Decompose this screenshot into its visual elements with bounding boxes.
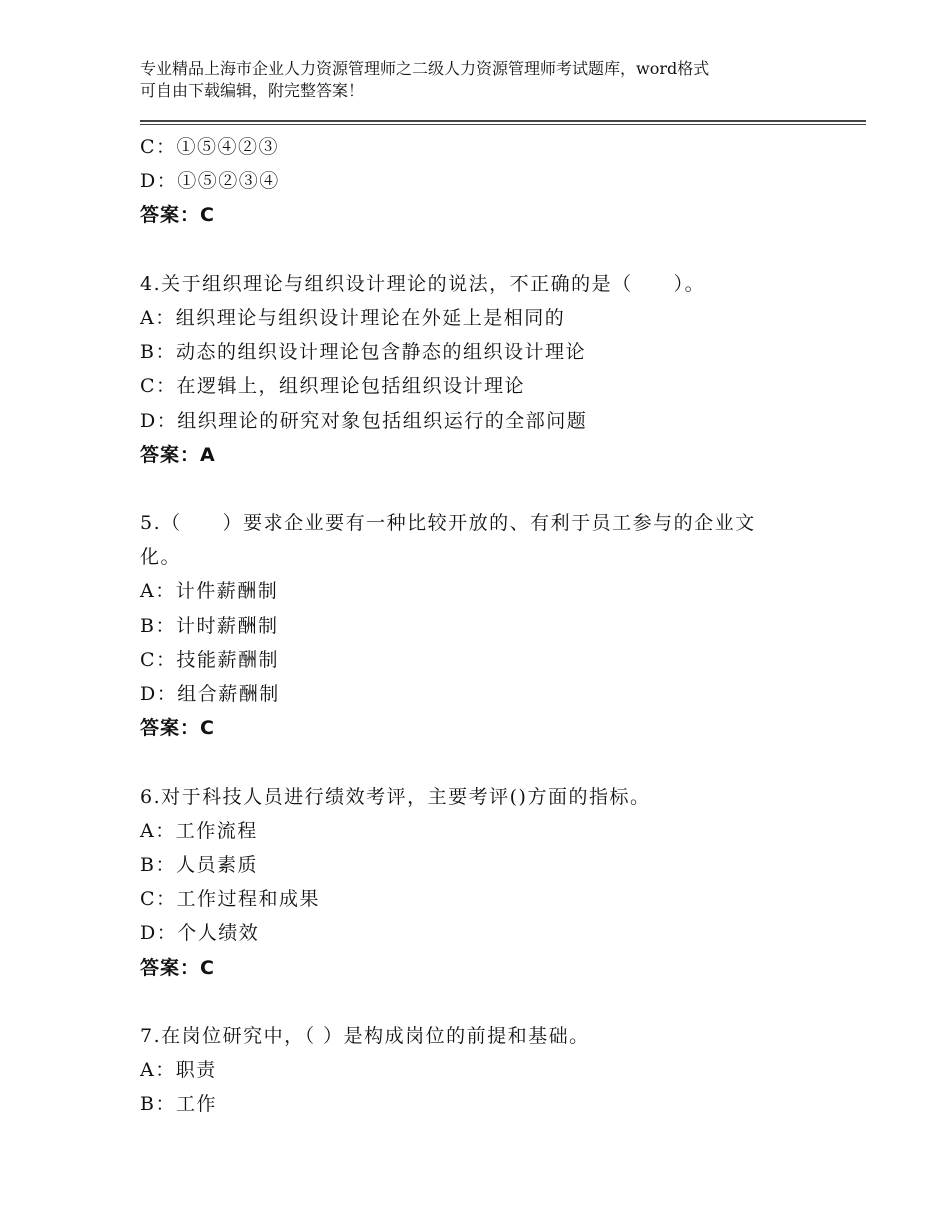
header-rule-thin <box>140 124 866 125</box>
answer: 答案：A <box>140 443 216 466</box>
option-d: D：组织理论的研究对象包括组织运行的全部问题 <box>140 409 588 432</box>
question-7 <box>140 1019 860 1122</box>
spacer <box>140 985 860 1019</box>
document-header <box>140 58 840 102</box>
header-rule-thick <box>140 120 866 122</box>
option-b: B：计时薪酬制 <box>140 614 279 637</box>
option-d: D：个人绩效 <box>140 922 260 945</box>
question-3-tail <box>140 130 860 233</box>
question-stem: 4.关于组织理论与组织设计理论的说法，不正确的是（ ）。 <box>140 272 706 295</box>
option-a: A：计件薪酬制 <box>140 580 279 603</box>
spacer <box>140 745 860 779</box>
question-4 <box>140 267 860 472</box>
option-a: A：组织理论与组织设计理论在外延上是相同的 <box>140 306 566 329</box>
question-5 <box>140 506 860 745</box>
option-d: D：组合薪酬制 <box>140 683 280 705</box>
option-c: C：①⑤④②③ <box>140 136 280 158</box>
answer: 答案：C <box>140 717 215 740</box>
option-b: B：工作 <box>140 1093 217 1116</box>
option-d: D：①⑤②③④ <box>140 170 280 193</box>
header-line-1: 专业精品上海市企业人力资源管理师之二级人力资源管理师考试题库，word格式 <box>140 59 710 78</box>
spacer <box>140 472 860 506</box>
option-a: A：职责 <box>140 1059 217 1082</box>
option-c: C：在逻辑上，组织理论包括组织设计理论 <box>140 375 526 398</box>
question-stem: 6.对于科技人员进行绩效考评，主要考评()方面的指标。 <box>140 785 651 808</box>
option-b: B：动态的组织设计理论包含静态的组织设计理论 <box>140 341 586 364</box>
question-stem: 7.在岗位研究中，（ ）是构成岗位的前提和基础。 <box>140 1024 590 1047</box>
answer: 答案：C <box>140 204 215 227</box>
question-stem-line-1: 5.（ ）要求企业要有一种比较开放的、有利于员工参与的企业文 <box>140 512 756 535</box>
question-stem-line-2: 化。 <box>140 546 182 569</box>
option-c: C：技能薪酬制 <box>140 648 280 671</box>
option-b: B：人员素质 <box>140 853 258 876</box>
option-a: A：工作流程 <box>140 819 258 842</box>
header-line-2: 可自由下载编辑，附完整答案！ <box>140 81 365 100</box>
answer: 答案：C <box>140 956 215 979</box>
question-6 <box>140 780 860 985</box>
option-c: C：工作过程和成果 <box>140 888 321 911</box>
question-list <box>140 130 860 1121</box>
spacer <box>140 233 860 267</box>
